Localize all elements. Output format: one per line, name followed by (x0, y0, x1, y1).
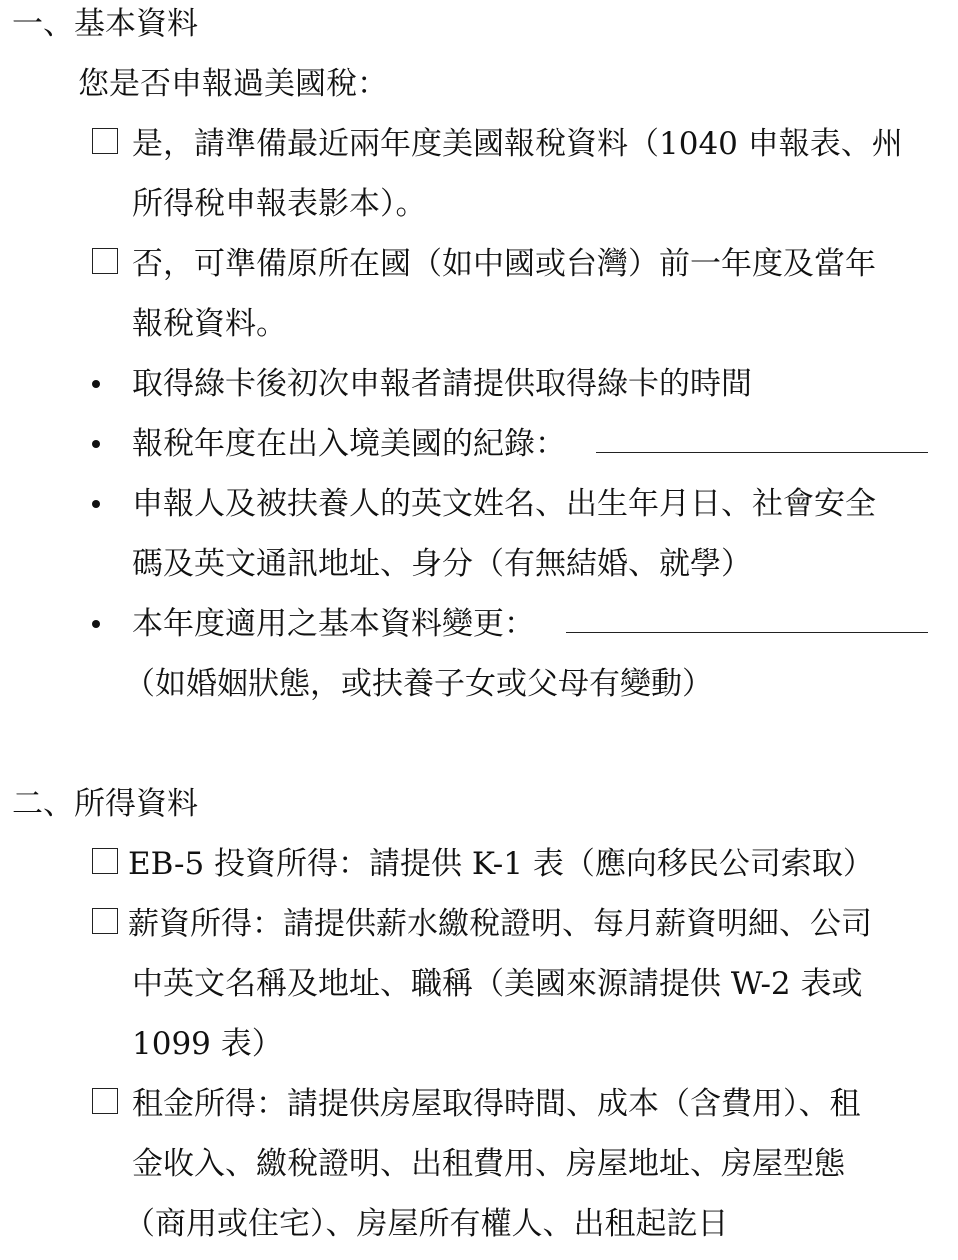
checkbox-no[interactable] (92, 248, 118, 274)
checkbox-yes[interactable] (92, 128, 118, 154)
checkbox-eb5-income[interactable] (92, 848, 118, 874)
checkbox-rental-income[interactable] (92, 1088, 118, 1114)
bullet-dot (92, 440, 100, 448)
item-eb5-income: EB-5 投資所得：請提供 K-1 表（應向移民公司索取） (128, 846, 874, 882)
bullet-dot (92, 500, 100, 508)
section-heading-income-info: 二、所得資料 (12, 786, 198, 822)
item-rental-income-line1: 租金所得：請提供房屋取得時間、成本（含費用）、租 (132, 1086, 861, 1122)
item-salary-income-line2: 中英文名稱及地址、職稱（美國來源請提供 W-2 表或 (132, 966, 863, 1002)
bullet-green-card-time: 取得綠卡後初次申報者請提供取得綠卡的時間 (132, 366, 752, 402)
entry-exit-record-field[interactable] (596, 452, 928, 453)
option-yes-line1: 是，請準備最近兩年度美國報稅資料（1040 申報表、州 (132, 126, 903, 162)
item-salary-income-line3: 1099 表） (132, 1026, 283, 1062)
option-yes-line2: 所得稅申報表影本）。 (132, 186, 427, 222)
checkbox-salary-income[interactable] (92, 908, 118, 934)
bullet-dot (92, 380, 100, 388)
bullet-personal-info-line2: 碼及英文通訊地址、身分（有無結婚、就學） (132, 546, 752, 582)
option-no-line2: 報稅資料。 (132, 306, 287, 342)
section-heading-basic-info: 一、基本資料 (12, 6, 198, 42)
basic-info-change-note: （如婚姻狀態，或扶養子女或父母有變動） (124, 666, 713, 702)
item-rental-income-line3: （商用或住宅）、房屋所有權人、出租起訖日 (124, 1206, 729, 1242)
item-rental-income-line2: 金收入、繳稅證明、出租費用、房屋地址、房屋型態 (132, 1146, 845, 1182)
item-salary-income-line1: 薪資所得：請提供薪水繳稅證明、每月薪資明細、公司 (128, 906, 872, 942)
bullet-personal-info-line1: 申報人及被扶養人的英文姓名、出生年月日、社會安全 (132, 486, 876, 522)
bullet-basic-info-change: 本年度適用之基本資料變更： (132, 606, 535, 642)
tax-filing-question: 您是否申報過美國稅： (78, 66, 388, 102)
bullet-entry-exit-record: 報稅年度在出入境美國的紀錄： (132, 426, 566, 462)
basic-info-change-field[interactable] (566, 632, 928, 633)
option-no-line1: 否，可準備原所在國（如中國或台灣）前一年度及當年 (132, 246, 876, 282)
bullet-dot (92, 620, 100, 628)
